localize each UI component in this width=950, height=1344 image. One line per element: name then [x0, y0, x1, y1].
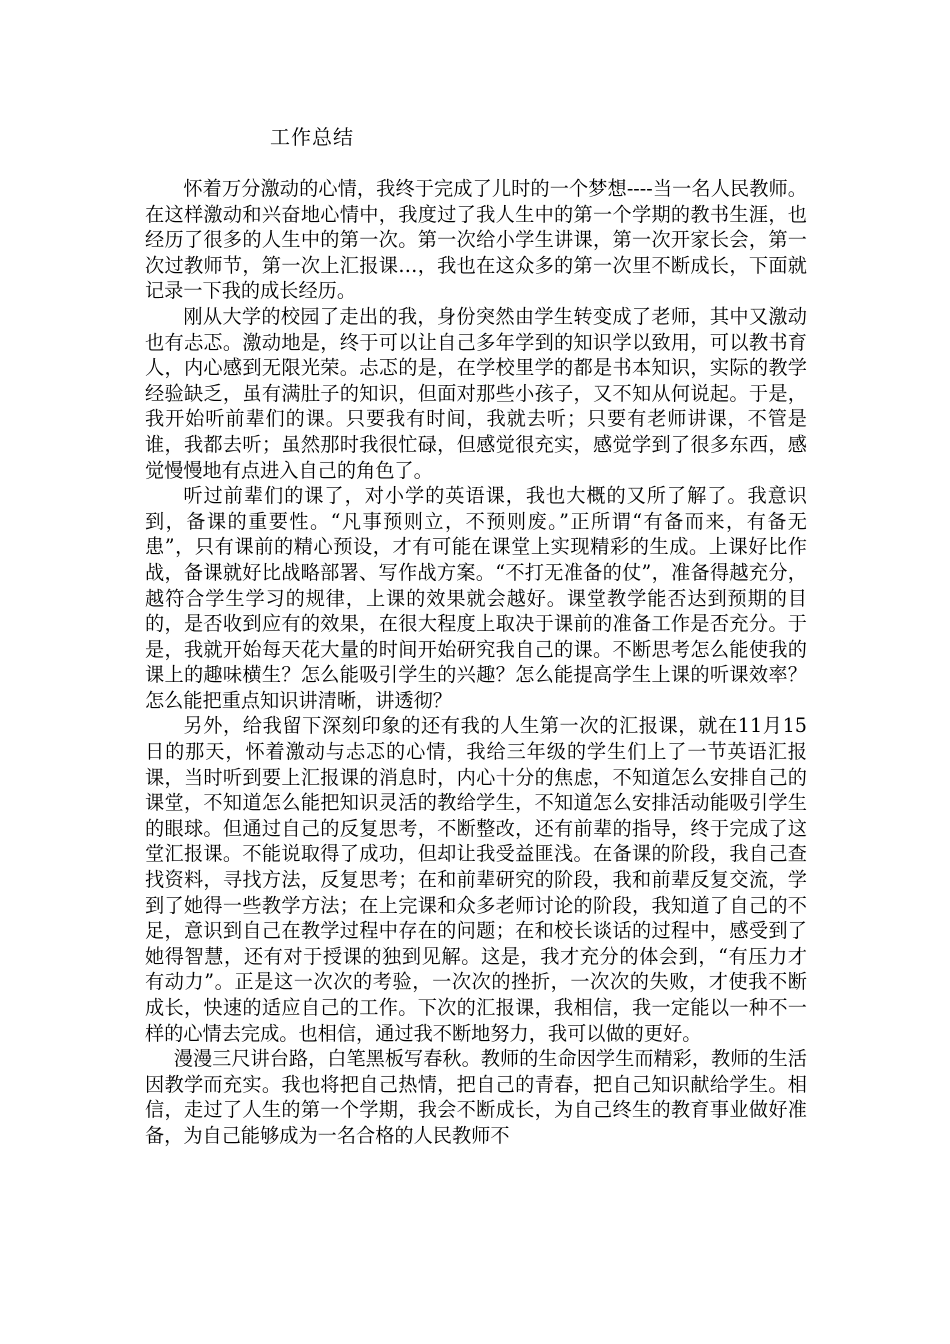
- paragraph-first-days: 刚从大学的校园了走出的我，身份突然由学生转变成了老师，其中又激动也有忐忑。激动地是，终于可以让自己多年学到的知识学以致用，可以教书育人，内心感到无限光荣。忐忑的是，在学校里学的都是书本知识，实际的教学经验缺乏，虽有满肚子的知识，但面对那些小孩子，又不知从何说起。于是，我开始听前辈们的课。只要我有时间，我就去听；只要有老师讲课，不管是谁，我都去听；虽然那时我很忙碌，但感觉很充实，感觉学到了很多东西，感觉慢慢地有点进入自己的角色了。: [145, 304, 807, 482]
- paragraph-conclusion: 漫漫三尺讲台路，白笔黑板写春秋。教师的生命因学生而精彩，教师的生活因教学而充实。我也将把自己热情，把自己的青春，把自己知识献给学生。相信，走过了人生的第一个学期，我会不断成长，为自己终生的教育事业做好准备，为自己能够成为一名合格的人民教师不: [145, 1047, 807, 1147]
- paragraph-report-class: 另外，给我留下深刻印象的还有我的人生第一次的汇报课，就在11月15日的那天，怀着激动与忐忑的心情，我给三年级的学生们上了一节英语汇报课，当时听到要上汇报课的消息时，内心十分的焦虑，不知道怎么安排自己的课堂，不知道怎么能把知识灵活的教给学生，不知道怎么安排活动能吸引学生的眼球。但通过自己的反复思考，不断整改，还有前辈的指导，终于完成了这堂汇报课。不能说取得了成功，但却让我受益匪浅。在备课的阶段，我自己查找资料，寻找方法，反复思考；在和前辈研究的阶段，我和前辈反复交流，学到了她得一些教学方法；在上完课和众多老师讨论的阶段，我知道了自己的不足，意识到自己在教学过程中存在的问题；在和校长谈话的过程中，感受到了她得智慧，还有对于授课的独到见解。这是，我才充分的体会到，“有压力才有动力”。正是这一次次的考验，一次次的挫折，一次次的失败，才使我不断成长，快速的适应自己的工作。下次的汇报课，我相信，我一定能以一种不一样的心情去完成。也相信，通过我不断地努力，我可以做的更好。: [145, 714, 807, 1045]
- paragraph-lesson-prep: 听过前辈们的课了，对小学的英语课，我也大概的又所了解了。我意识到，备课的重要性。“凡事预则立，不预则废。”正所谓“有备而来，有备无患”，只有课前的精心预设，才有可能在课堂上实现精彩的生成。上课好比作战，备课就好比战略部署、写作战方案。“不打无准备的仗”，准备得越充分，越符合学生学习的规律，上课的效果就会越好。课堂教学能否达到预期的目的，是否收到应有的效果，在很大程度上取决于课前的准备工作是否充分。于是，我就开始每天花大量的时间开始研究我自己的课。不断思考怎么能使我的课上的趣味横生？怎么能吸引学生的兴趣？怎么能提高学生上课的听课效率？怎么能把重点知识讲清晰，讲透彻？: [145, 484, 807, 712]
- document-body: [145, 176, 807, 1149]
- paragraph-intro: 怀着万分激动的心情，我终于完成了儿时的一个梦想----当一名人民教师。在这样激动和兴奋地心情中，我度过了我人生中的第一个学期的教书生涯，也经历了很多的人生中的第一次。第一次给小学生讲课，第一次开家长会，第一次过教师节，第一次上汇报课…，我也在这众多的第一次里不断成长，下面就记录一下我的成长经历。: [145, 177, 807, 303]
- document-title: 工作总结: [270, 125, 354, 149]
